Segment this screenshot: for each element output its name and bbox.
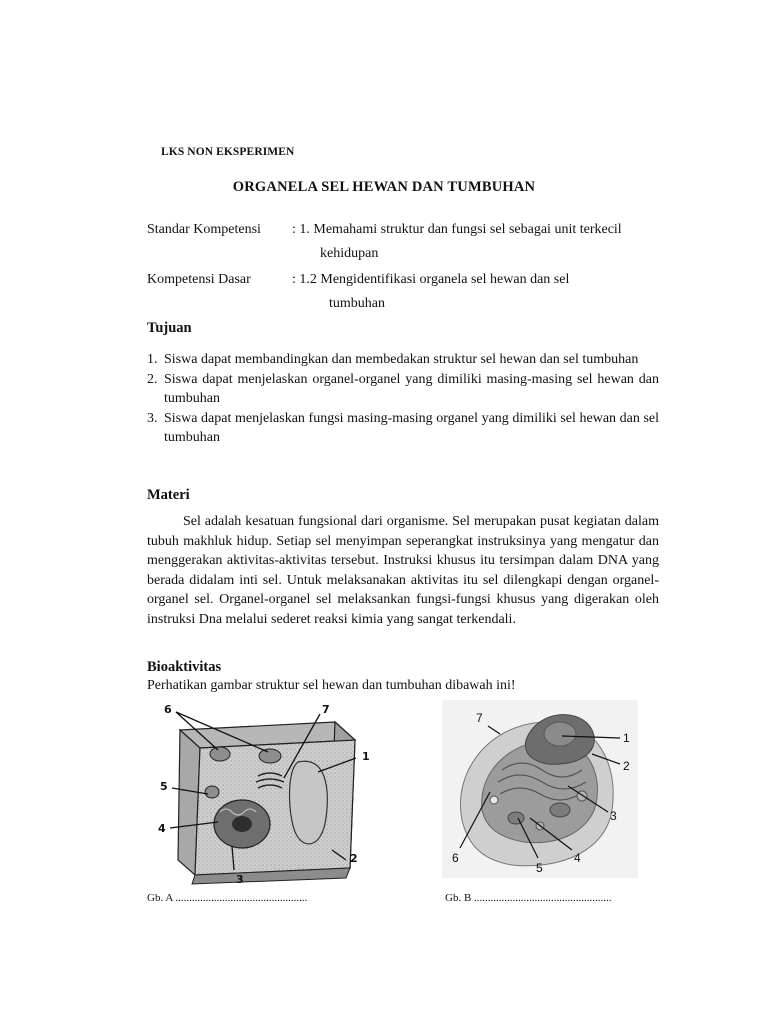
chloroplast: [210, 747, 230, 761]
competency-label-basic: Kompetensi Dasar: [147, 272, 251, 287]
vesicle: [490, 796, 498, 804]
figure-b-label-1: 1: [623, 731, 630, 745]
list-item-text: Siswa dapat membandingkan dan membedakan struktur sel hewan dan sel tumbuhan: [164, 352, 639, 367]
figure-a-caption: Gb. A ................................................: [147, 892, 308, 904]
list-item-number: 2.: [147, 371, 158, 387]
bioactivity-heading: Bioaktivitas: [147, 659, 222, 675]
competency-text-basic-cont: tumbuhan: [329, 296, 385, 311]
competency-text-standard: : 1. Memahami struktur dan fungsi sel sebagai unit terkecil: [292, 222, 622, 237]
list-item-number: 1.: [147, 352, 158, 367]
figure-b-label-4: 4: [574, 851, 581, 865]
mitochondrion: [550, 803, 570, 817]
vacuole: [290, 761, 328, 844]
nucleolus: [232, 816, 252, 832]
figure-b-label-5: 5: [536, 861, 543, 875]
chloroplast: [259, 749, 281, 763]
competency-label-standard: Standar Kompetensi: [147, 222, 261, 237]
plant-cell-diagram: [150, 700, 380, 890]
list-item: [147, 350, 659, 370]
list-item-text: Siswa dapat menjelaskan organel-organel yang dimiliki masing-masing sel hewan dan tumbuhan: [164, 371, 659, 406]
page-title: ORGANELA SEL HEWAN DAN TUMBUHAN: [232, 179, 536, 195]
figure-a-label-5: 5: [160, 780, 168, 793]
competency-text-standard-cont: kehidupan: [320, 246, 379, 261]
nucleolus: [544, 722, 576, 746]
figure-b-label-3: 3: [610, 809, 617, 823]
figure-a-label-2: 2: [350, 852, 358, 865]
mitochondrion: [508, 812, 524, 824]
figure-b-label-2: 2: [623, 759, 630, 773]
figure-b-label-6: 6: [452, 851, 459, 865]
figure-b-caption: Gb. B ..................................................: [445, 892, 612, 904]
chloroplast: [205, 786, 219, 798]
animal-cell-diagram: [442, 700, 638, 878]
figure-a-label-4: 4: [158, 822, 166, 835]
list-item: [147, 370, 659, 409]
plant-cell-figure: [150, 700, 380, 890]
goals-list: [147, 350, 659, 448]
competency-text-basic: : 1.2 Mengidentifikasi organela sel hewan dan sel: [292, 272, 570, 287]
figure-b-label-7: 7: [476, 711, 483, 725]
material-paragraph: Sel adalah kesatuan fungsional dari organisme. Sel merupakan pusat kegiatan dalam tubuh makhluk hidup. Setiap sel menyimpan seperangkat instruksinya yang mengatur dan menggerakan aktivitas-aktivitas tersebut. Instruksi khusus itu tersimpan dalam DNA yang berada didalam inti sel. Untuk melaksanakan aktivitas itu sel dilengkapi dengan organel-organel sel. Organel-organel sel melaksankan fungsi-fungsi khusus yang digerakan oleh instruksi Dna melalui sederet reaksi kimia yang sangat terkendali.: [147, 514, 659, 627]
figure-a-label-7: 7: [322, 703, 330, 716]
bioactivity-instruction: Perhatikan gambar struktur sel hewan dan tumbuhan dibawah ini!: [147, 678, 516, 693]
figure-a-label-1: 1: [362, 750, 370, 763]
figure-a-label-6: 6: [164, 703, 172, 716]
animal-cell-figure: [442, 700, 638, 878]
material-heading: Materi: [147, 487, 190, 503]
worksheet-type: LKS NON EKSPERIMEN: [161, 146, 295, 158]
list-item-text: Siswa dapat menjelaskan fungsi masing-masing organel yang dimiliki sel hewan dan sel tumbuhan: [164, 410, 659, 445]
figure-a-label-3: 3: [236, 873, 244, 886]
goals-heading: Tujuan: [147, 320, 192, 336]
list-item-number: 3.: [147, 410, 158, 426]
list-item: [147, 409, 659, 448]
